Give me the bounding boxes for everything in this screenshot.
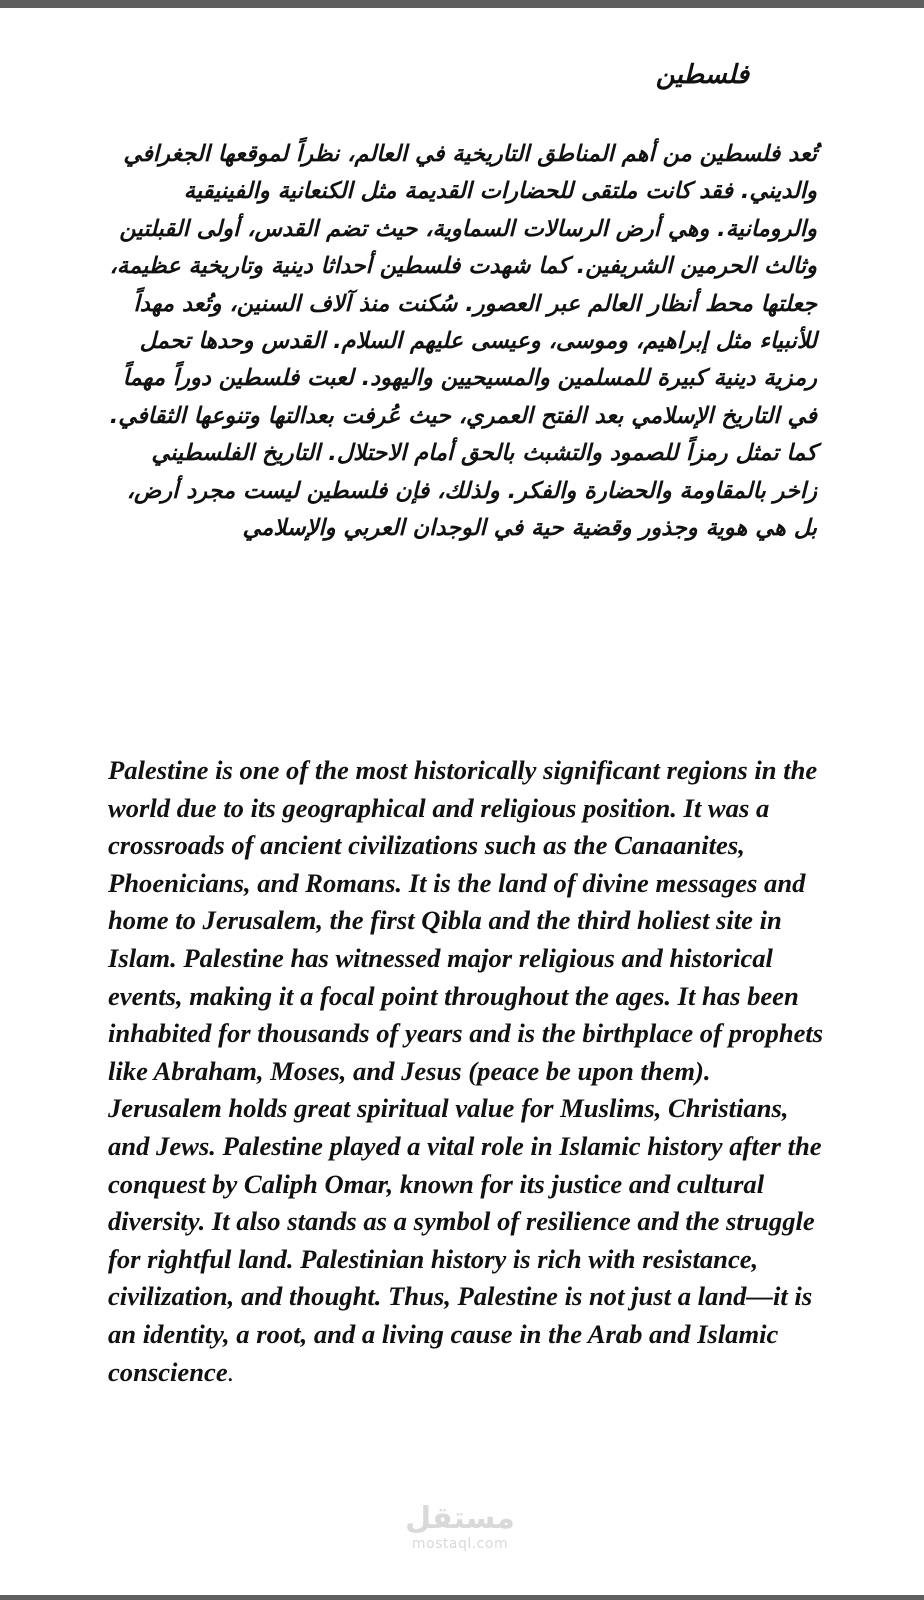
- english-paragraph: [108, 752, 828, 1391]
- bottom-divider-bar: [0, 1595, 924, 1600]
- watermark-arabic-logo: مستقل: [405, 1501, 515, 1536]
- english-paragraph-end-mark: .: [227, 1356, 235, 1387]
- arabic-title: فلسطين: [655, 60, 749, 90]
- mostaql-watermark: [398, 1502, 522, 1552]
- arabic-paragraph: تُعد فلسطين من أهم المناطق التاريخية في العالم، نظراً لموقعها الجغرافي والديني. فقد كانت ملتقى للحضارات القديمة مثل الكنعانية والفينيقية والرومانية. وهي أرض الرسالات السماوية، حيث تضم القدس، أولى القبلتين وثالث الحرمين الشريفين. كما شهدت فلسطين أحداثا دينية وتاريخية عظيمة، جعلتها محط أنظار العالم عبر العصور. سُكنت منذ آلاف السنين، وتُعد مهداً للأنبياء مثل إبراهيم، وموسى، وعيسى عليهم السلام. القدس وحدها تحمل رمزية دينية كبيرة للمسلمين والمسيحيين واليهود. لعبت فلسطين دوراً مهماً في التاريخ الإسلامي بعد الفتح العمري، حيث عُرفت بعدالتها وتنوعها الثقافي. كما تمثل رمزاً للصمود والتشبث بالحق أمام الاحتلال. التاريخ الفلسطيني زاخر بالمقاومة والحضارة والفكر. ولذلك، فإن فلسطين ليست مجرد أرض، بل هي هوية وجذور وقضية حية في الوجدان العربي والإسلامي: [109, 141, 817, 542]
- english-paragraph-text: Palestine is one of the most historically significant regions in the world due to its geographical and religious position. It was a crossroads of ancient civilizations such as the Canaanites, Phoenicians, and Romans. It is the land of divine messages and home to Jerusalem, the first Qibla and the third holiest site in Islam. Palestine has witnessed major religious and historical events, making it a focal point throughout the ages. It has been inhabited for thousands of years and is the birthplace of prophets like Abraham, Moses, and Jesus (peace be upon them). Jerusalem holds great spiritual value for Muslims, Christians, and Jews. Palestine played a vital role in Islamic history after the conquest by Caliph Omar, known for its justice and cultural diversity. It also stands as a symbol of resilience and the struggle for rightful land. Palestinian history is rich with resistance, civilization, and thought. Thus, Palestine is not just a land—it is an identity, a root, and a living cause in the Arab and Islamic conscience: [108, 755, 824, 1387]
- top-divider-bar: [0, 0, 924, 8]
- watermark-latin-logo: mostaql.com: [411, 1536, 509, 1552]
